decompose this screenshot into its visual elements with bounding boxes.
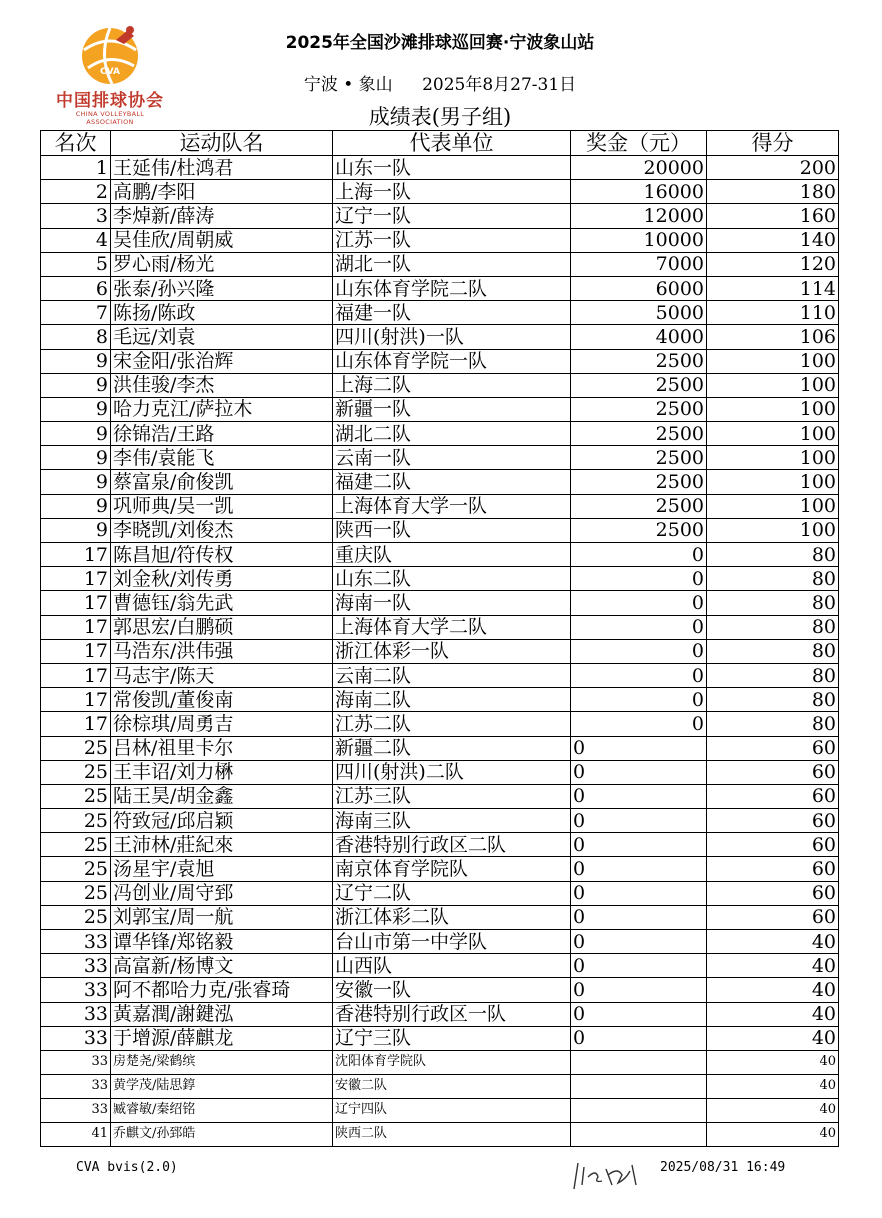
table-title: 成绩表(男子组) <box>368 105 512 129</box>
table-row <box>41 1026 839 1050</box>
rank-cell: 17 <box>41 639 111 663</box>
points-cell: 60 <box>707 905 839 929</box>
team-cell: 吴佳欣/周朝威 <box>111 228 333 252</box>
table-row <box>41 373 839 397</box>
unit-cell: 湖北一队 <box>333 252 571 276</box>
points-cell: 110 <box>707 301 839 325</box>
table-row <box>41 204 839 228</box>
unit-cell: 上海体育大学二队 <box>333 615 571 639</box>
table-row <box>41 543 839 567</box>
rank-cell: 33 <box>41 1098 111 1122</box>
rank-cell: 17 <box>41 543 111 567</box>
rank-cell: 25 <box>41 736 111 760</box>
table-row <box>41 905 839 929</box>
team-cell: 高鹏/李阳 <box>111 180 333 204</box>
table-row <box>41 736 839 760</box>
prize-cell: 0 <box>571 784 707 808</box>
prize-cell: 0 <box>571 615 707 639</box>
table-row <box>41 857 839 881</box>
prize-cell: 0 <box>571 1026 707 1050</box>
prize-cell: 0 <box>571 567 707 591</box>
team-cell: 毛远/刘袁 <box>111 325 333 349</box>
points-cell: 140 <box>707 228 839 252</box>
table-row <box>41 784 839 808</box>
team-cell: 刘金秋/刘传勇 <box>111 567 333 591</box>
table-row <box>41 1050 839 1074</box>
table-row <box>41 301 839 325</box>
points-cell: 100 <box>707 470 839 494</box>
prize-cell: 0 <box>571 881 707 905</box>
prize-cell: 2500 <box>571 494 707 518</box>
points-cell: 40 <box>707 1002 839 1026</box>
points-cell: 160 <box>707 204 839 228</box>
prize-cell: 6000 <box>571 276 707 300</box>
rank-cell: 8 <box>41 325 111 349</box>
team-cell: 张泰/孙兴隆 <box>111 276 333 300</box>
team-cell: 徐棕琪/周勇吉 <box>111 712 333 736</box>
team-cell: 臧睿敏/秦绍铭 <box>111 1098 333 1122</box>
table-row <box>41 1122 839 1146</box>
rank-cell: 25 <box>41 760 111 784</box>
rank-cell: 33 <box>41 930 111 954</box>
column-header-rank: 名次 <box>41 131 111 156</box>
rank-cell: 2 <box>41 180 111 204</box>
column-header-unit: 代表单位 <box>333 131 571 156</box>
unit-cell: 陕西二队 <box>333 1122 571 1146</box>
page-title: 2025年全国沙滩排球巡回赛·宁波象山站 <box>285 33 595 53</box>
rank-cell: 17 <box>41 615 111 639</box>
prize-cell: 20000 <box>571 156 707 180</box>
prize-cell: 0 <box>571 857 707 881</box>
points-cell: 100 <box>707 446 839 470</box>
table-row <box>41 422 839 446</box>
prize-cell <box>571 1122 707 1146</box>
volleyball-logo-icon <box>54 22 166 86</box>
rank-cell: 33 <box>41 1002 111 1026</box>
rank-cell: 17 <box>41 688 111 712</box>
unit-cell: 安徽二队 <box>333 1074 571 1098</box>
team-cell: 郭思宏/白鹏硕 <box>111 615 333 639</box>
team-cell: 吕林/祖里卡尔 <box>111 736 333 760</box>
team-cell: 刘郭宝/周一航 <box>111 905 333 929</box>
unit-cell: 云南一队 <box>333 446 571 470</box>
prize-cell: 2500 <box>571 397 707 421</box>
prize-cell: 0 <box>571 639 707 663</box>
unit-cell: 浙江体彩二队 <box>333 905 571 929</box>
prize-cell: 16000 <box>571 180 707 204</box>
team-cell: 李焯新/薛涛 <box>111 204 333 228</box>
prize-cell: 0 <box>571 591 707 615</box>
rank-cell: 6 <box>41 276 111 300</box>
logo-english-text: CHINA VOLLEYBALL ASSOCIATION <box>75 110 145 126</box>
column-header-team: 运动队名 <box>111 131 333 156</box>
points-cell: 40 <box>707 1050 839 1074</box>
rank-cell: 25 <box>41 784 111 808</box>
points-cell: 40 <box>707 930 839 954</box>
points-cell: 80 <box>707 567 839 591</box>
unit-cell: 海南一队 <box>333 591 571 615</box>
points-cell: 100 <box>707 494 839 518</box>
unit-cell: 江苏一队 <box>333 228 571 252</box>
table-row <box>41 954 839 978</box>
table-row <box>41 252 839 276</box>
table-row <box>41 712 839 736</box>
team-cell: 符致冠/邱启颖 <box>111 809 333 833</box>
table-row <box>41 276 839 300</box>
points-cell: 60 <box>707 833 839 857</box>
rank-cell: 3 <box>41 204 111 228</box>
table-row <box>41 228 839 252</box>
rank-cell: 33 <box>41 1026 111 1050</box>
points-cell: 40 <box>707 954 839 978</box>
team-cell: 高富新/杨博文 <box>111 954 333 978</box>
unit-cell: 云南二队 <box>333 663 571 687</box>
footer-software: CVA bvis(2.0) <box>76 1160 178 1175</box>
table-row <box>41 1002 839 1026</box>
team-cell: 阿不都哈力克/张睿琦 <box>111 978 333 1002</box>
table-row <box>41 639 839 663</box>
points-cell: 80 <box>707 615 839 639</box>
prize-cell: 0 <box>571 760 707 784</box>
table-row <box>41 325 839 349</box>
team-cell: 常俊凯/董俊南 <box>111 688 333 712</box>
points-cell: 80 <box>707 688 839 712</box>
points-cell: 40 <box>707 1098 839 1122</box>
prize-cell: 10000 <box>571 228 707 252</box>
points-cell: 40 <box>707 1074 839 1098</box>
points-cell: 114 <box>707 276 839 300</box>
prize-cell: 0 <box>571 930 707 954</box>
event-info <box>250 70 630 95</box>
unit-cell: 南京体育学院队 <box>333 857 571 881</box>
team-cell: 乔麒文/孙郅皓 <box>111 1122 333 1146</box>
unit-cell: 山东体育学院二队 <box>333 276 571 300</box>
rank-cell: 25 <box>41 905 111 929</box>
prize-cell <box>571 1098 707 1122</box>
prize-cell <box>571 1050 707 1074</box>
unit-cell: 海南三队 <box>333 809 571 833</box>
points-cell: 100 <box>707 397 839 421</box>
table-row <box>41 881 839 905</box>
points-cell: 80 <box>707 543 839 567</box>
rank-cell: 9 <box>41 494 111 518</box>
prize-cell: 2500 <box>571 446 707 470</box>
unit-cell: 辽宁一队 <box>333 204 571 228</box>
event-location: 宁波 • 象山 <box>303 75 393 95</box>
prize-cell: 7000 <box>571 252 707 276</box>
rank-cell: 25 <box>41 833 111 857</box>
team-cell: 于增源/薛麒龙 <box>111 1026 333 1050</box>
team-cell: 洪佳骏/李杰 <box>111 373 333 397</box>
signature-icon <box>568 1155 648 1195</box>
unit-cell: 上海体育大学一队 <box>333 494 571 518</box>
points-cell: 60 <box>707 809 839 833</box>
prize-cell: 2500 <box>571 349 707 373</box>
team-cell: 陈昌旭/符传权 <box>111 543 333 567</box>
rank-cell: 9 <box>41 422 111 446</box>
points-cell: 40 <box>707 1122 839 1146</box>
rank-cell: 41 <box>41 1122 111 1146</box>
table-row <box>41 397 839 421</box>
table-row <box>41 978 839 1002</box>
points-cell: 40 <box>707 1026 839 1050</box>
column-header-prize: 奖金（元） <box>571 131 707 156</box>
prize-cell: 0 <box>571 688 707 712</box>
team-cell: 马浩东/洪伟强 <box>111 639 333 663</box>
rank-cell: 9 <box>41 397 111 421</box>
table-row <box>41 688 839 712</box>
table-row <box>41 930 839 954</box>
unit-cell: 辽宁二队 <box>333 881 571 905</box>
unit-cell: 上海一队 <box>333 180 571 204</box>
team-cell: 王延伟/杜鸿君 <box>111 156 333 180</box>
prize-cell <box>571 1074 707 1098</box>
prize-cell: 12000 <box>571 204 707 228</box>
team-cell: 宋金阳/张治辉 <box>111 349 333 373</box>
unit-cell: 重庆队 <box>333 543 571 567</box>
prize-cell: 2500 <box>571 470 707 494</box>
unit-cell: 浙江体彩一队 <box>333 639 571 663</box>
points-cell: 100 <box>707 373 839 397</box>
table-row <box>41 809 839 833</box>
logo-mark: CVA <box>100 67 120 77</box>
points-cell: 60 <box>707 881 839 905</box>
unit-cell: 江苏三队 <box>333 784 571 808</box>
unit-cell: 湖北二队 <box>333 422 571 446</box>
table-row <box>41 156 839 180</box>
rank-cell: 9 <box>41 470 111 494</box>
rank-cell: 5 <box>41 252 111 276</box>
table-row <box>41 494 839 518</box>
unit-cell: 山东二队 <box>333 567 571 591</box>
unit-cell: 辽宁四队 <box>333 1098 571 1122</box>
event-dates: 2025年8月27-31日 <box>422 75 577 95</box>
rank-cell: 9 <box>41 373 111 397</box>
team-cell: 蔡富泉/俞俊凯 <box>111 470 333 494</box>
table-row <box>41 833 839 857</box>
prize-cell: 0 <box>571 1002 707 1026</box>
prize-cell: 4000 <box>571 325 707 349</box>
table-row <box>41 567 839 591</box>
team-cell: 陈扬/陈政 <box>111 301 333 325</box>
results-table <box>40 130 839 1147</box>
unit-cell: 山西队 <box>333 954 571 978</box>
points-cell: 100 <box>707 349 839 373</box>
team-cell: 罗心雨/杨光 <box>111 252 333 276</box>
prize-cell: 0 <box>571 954 707 978</box>
unit-cell: 江苏二队 <box>333 712 571 736</box>
results-body <box>41 156 839 1147</box>
rank-cell: 9 <box>41 349 111 373</box>
rank-cell: 25 <box>41 881 111 905</box>
unit-cell: 福建一队 <box>333 301 571 325</box>
unit-cell: 上海二队 <box>333 373 571 397</box>
unit-cell: 香港特别行政区二队 <box>333 833 571 857</box>
rank-cell: 33 <box>41 1050 111 1074</box>
unit-cell: 沈阳体育学院队 <box>333 1050 571 1074</box>
footer-datetime: 2025/08/31 16:49 <box>660 1160 786 1175</box>
table-row <box>41 1074 839 1098</box>
table-row <box>41 518 839 542</box>
points-cell: 120 <box>707 252 839 276</box>
team-cell: 汤星宇/袁旭 <box>111 857 333 881</box>
points-cell: 60 <box>707 736 839 760</box>
team-cell: 王丰诏/刘力楙 <box>111 760 333 784</box>
team-cell: 李晓凯/刘俊杰 <box>111 518 333 542</box>
prize-cell: 2500 <box>571 373 707 397</box>
rank-cell: 33 <box>41 978 111 1002</box>
team-cell: 黄学茂/陆思錞 <box>111 1074 333 1098</box>
rank-cell: 33 <box>41 954 111 978</box>
rank-cell: 33 <box>41 1074 111 1098</box>
points-cell: 100 <box>707 422 839 446</box>
team-cell: 陆王昊/胡金鑫 <box>111 784 333 808</box>
unit-cell: 香港特别行政区一队 <box>333 1002 571 1026</box>
team-cell: 房楚尧/梁鹤缤 <box>111 1050 333 1074</box>
points-cell: 60 <box>707 784 839 808</box>
team-cell: 冯创业/周守郅 <box>111 881 333 905</box>
column-header-points: 得分 <box>707 131 839 156</box>
points-cell: 60 <box>707 857 839 881</box>
table-row <box>41 760 839 784</box>
team-cell: 徐锦浩/王路 <box>111 422 333 446</box>
rank-cell: 1 <box>41 156 111 180</box>
team-cell: 王沛林/莊紀來 <box>111 833 333 857</box>
rank-cell: 9 <box>41 446 111 470</box>
table-row <box>41 470 839 494</box>
points-cell: 200 <box>707 156 839 180</box>
prize-cell: 2500 <box>571 518 707 542</box>
rank-cell: 25 <box>41 857 111 881</box>
team-cell: 哈力克江/萨拉木 <box>111 397 333 421</box>
unit-cell: 山东一队 <box>333 156 571 180</box>
table-row <box>41 446 839 470</box>
points-cell: 40 <box>707 978 839 1002</box>
prize-cell: 0 <box>571 809 707 833</box>
rank-cell: 25 <box>41 809 111 833</box>
points-cell: 100 <box>707 518 839 542</box>
unit-cell: 四川(射洪)二队 <box>333 760 571 784</box>
unit-cell: 陕西一队 <box>333 518 571 542</box>
team-cell: 谭华锋/郑铭毅 <box>111 930 333 954</box>
points-cell: 80 <box>707 663 839 687</box>
prize-cell: 0 <box>571 833 707 857</box>
unit-cell: 辽宁三队 <box>333 1026 571 1050</box>
prize-cell: 0 <box>571 543 707 567</box>
cva-logo <box>54 22 166 126</box>
rank-cell: 7 <box>41 301 111 325</box>
prize-cell: 0 <box>571 736 707 760</box>
unit-cell: 海南二队 <box>333 688 571 712</box>
prize-cell: 0 <box>571 978 707 1002</box>
unit-cell: 新疆一队 <box>333 397 571 421</box>
team-cell: 黃嘉潤/謝鍵泓 <box>111 1002 333 1026</box>
points-cell: 80 <box>707 639 839 663</box>
points-cell: 60 <box>707 760 839 784</box>
prize-cell: 5000 <box>571 301 707 325</box>
points-cell: 106 <box>707 325 839 349</box>
team-cell: 李伟/袁能飞 <box>111 446 333 470</box>
rank-cell: 17 <box>41 591 111 615</box>
unit-cell: 台山市第一中学队 <box>333 930 571 954</box>
rank-cell: 17 <box>41 712 111 736</box>
table-row <box>41 1098 839 1122</box>
unit-cell: 福建二队 <box>333 470 571 494</box>
table-row <box>41 349 839 373</box>
table-header-row <box>41 131 839 156</box>
unit-cell: 安徽一队 <box>333 978 571 1002</box>
prize-cell: 0 <box>571 712 707 736</box>
table-row <box>41 663 839 687</box>
unit-cell: 山东体育学院一队 <box>333 349 571 373</box>
rank-cell: 4 <box>41 228 111 252</box>
rank-cell: 17 <box>41 663 111 687</box>
points-cell: 80 <box>707 712 839 736</box>
points-cell: 80 <box>707 591 839 615</box>
prize-cell: 0 <box>571 905 707 929</box>
unit-cell: 新疆二队 <box>333 736 571 760</box>
points-cell: 180 <box>707 180 839 204</box>
team-cell: 马志宇/陈天 <box>111 663 333 687</box>
table-row <box>41 591 839 615</box>
table-row <box>41 615 839 639</box>
team-cell: 曹德钰/翁先武 <box>111 591 333 615</box>
unit-cell: 四川(射洪)一队 <box>333 325 571 349</box>
prize-cell: 2500 <box>571 422 707 446</box>
team-cell: 巩师典/吴一凯 <box>111 494 333 518</box>
prize-cell: 0 <box>571 663 707 687</box>
logo-chinese-text: 中国排球协会 <box>56 91 164 111</box>
rank-cell: 17 <box>41 567 111 591</box>
rank-cell: 9 <box>41 518 111 542</box>
table-row <box>41 180 839 204</box>
